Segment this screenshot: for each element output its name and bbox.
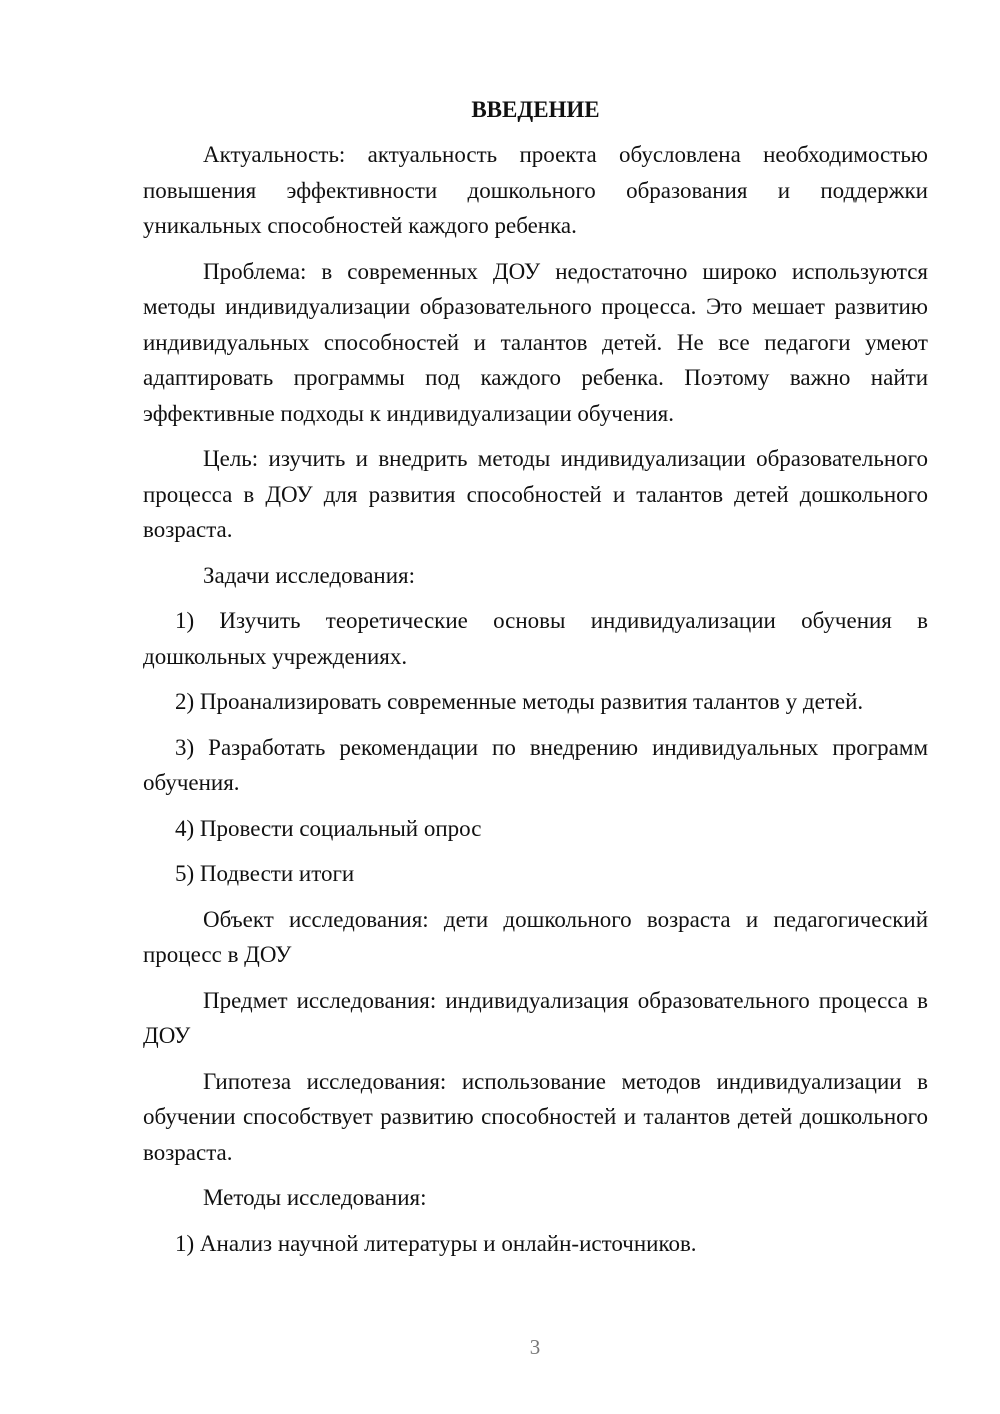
problem-paragraph: Проблема: в современных ДОУ недостаточно широко используются методы индивидуализации образовательного процесса. Это мешает развитию индивидуальных способностей и талантов детей. Не все педагоги умеют адаптировать программы под каждого ребенка. Поэтому важно найти эффективные подходы к индивидуализации обучения. [143,258,928,426]
methods-list [143,1226,928,1262]
tasks-title: Задачи исследования: [203,562,416,588]
task-item-4: 4) Провести социальный опрос [175,815,482,841]
methods-title: Методы исследования: [203,1185,427,1210]
page-content [143,92,928,1271]
relevance-paragraph: Актуальность: актуальность проекта обусловлена необходимостью повышения эффективности дошкольного образования и поддержки уникальных способностей каждого ребенка. [143,142,928,238]
section-heading: ВВЕДЕНИЕ [471,97,600,122]
subject-paragraph: Предмет исследования: индивидуализация образовательного процесса в ДОУ [143,987,928,1048]
task-item-2: 2) Проанализировать современные методы развития талантов у детей. [175,689,864,714]
task-item-5: 5) Подвести итоги [175,861,355,886]
method-item-1: 1) Анализ научной литературы и онлайн-источников. [175,1230,697,1256]
task-item-1: 1) Изучить теоретические основы индивидуализации обучения в дошкольных учреждениях. [143,608,928,669]
hypothesis-paragraph: Гипотеза исследования: использование методов индивидуализации в обучении способствует развитию способностей и талантов детей дошкольного возраста. [143,1068,928,1165]
object-paragraph: Объект исследования: дети дошкольного возраста и педагогический процесс в ДОУ [143,906,928,967]
goal-paragraph: Цель: изучить и внедрить методы индивидуализации образовательного процесса в ДОУ для развития способностей и талантов детей дошкольного возраста. [143,446,928,542]
task-item-3: 3) Разработать рекомендации по внедрению индивидуальных программ обучения. [143,734,928,795]
tasks-list [143,603,928,892]
page-number: 3 [529,1335,541,1359]
